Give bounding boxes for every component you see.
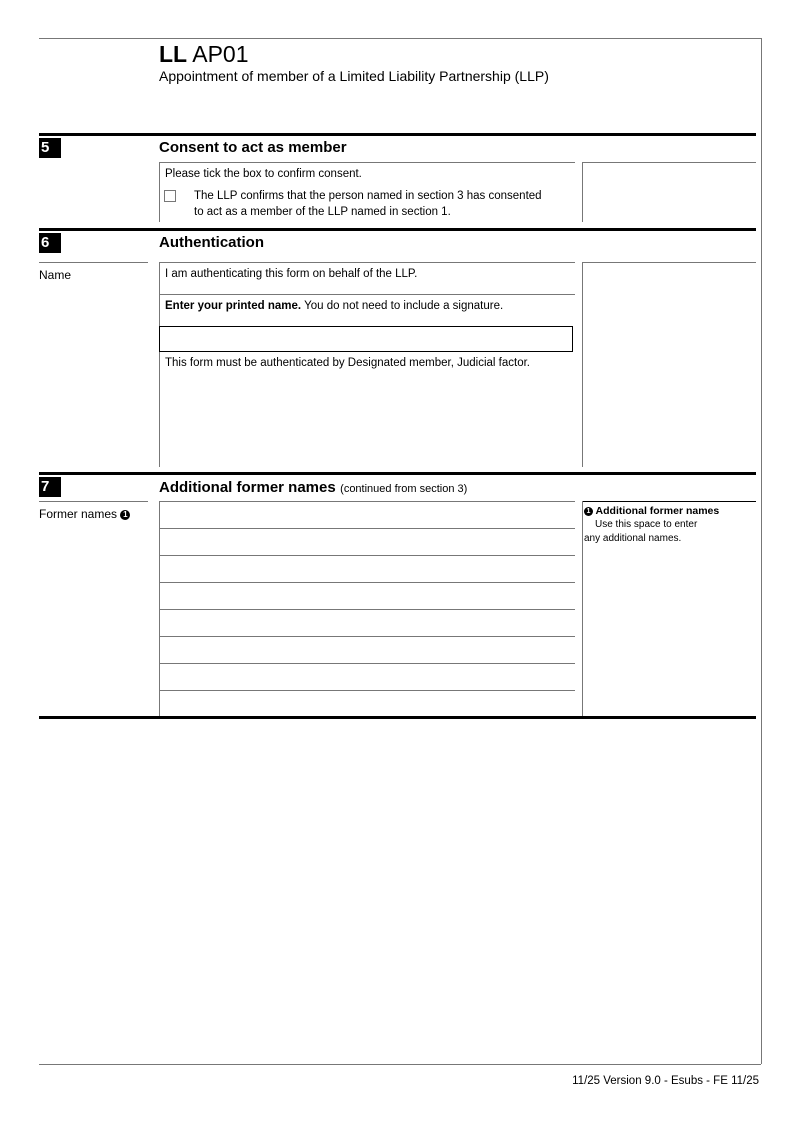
section6-left-rule [39,262,148,263]
section6-divider [159,294,575,295]
top-border [39,38,761,39]
right-border [761,38,762,1064]
former-name-row-5[interactable] [160,610,575,636]
form-code [159,40,249,68]
section5-box-top [159,162,575,163]
guidance-line2: any additional names. [584,533,682,544]
printed-name-input[interactable] [159,326,573,352]
section6-rule [39,228,756,231]
former-name-row-8[interactable] [160,691,575,716]
section7-title-main: Additional former names [159,479,336,496]
form-code-number: AP01 [192,41,249,67]
section7-bottom-rule [39,716,756,719]
section5-title: Consent to act as member [159,139,347,156]
section5-guide-left [582,162,583,222]
former-name-row-4[interactable] [160,583,575,609]
section6-guide-left [582,262,583,467]
section7-number: 7 [39,477,61,497]
enter-name-instruction [165,300,503,312]
authenticating-statement: I am authenticating this form on behalf of the LLP. [165,268,418,280]
consent-statement-line1: The LLP confirms that the person named in section 3 has consented [194,190,542,202]
former-name-row-7[interactable] [160,664,575,690]
section7-title-note: (continued from section 3) [340,483,468,495]
section7-title [159,479,467,497]
section6-number: 6 [39,233,61,253]
consent-statement-line2: to act as a member of the LLP named in section 1. [194,206,451,218]
section5-rule [39,133,756,136]
section6-guide-top [582,262,756,263]
former-names-label [39,507,130,521]
former-name-row-1[interactable] [160,502,575,528]
former-name-row-2[interactable] [160,529,575,555]
section6-title: Authentication [159,234,264,251]
section7-left-rule [39,501,148,502]
guidance-info-icon: 1 [584,507,593,516]
section5-box-left [159,162,160,222]
section7-guide-top [582,501,756,502]
guidance-title: Additional former names [595,505,720,517]
former-name-row-3[interactable] [160,556,575,582]
authentication-requirement: This form must be authenticated by Designated member, Judicial factor. [165,357,530,369]
consent-checkbox[interactable] [164,190,176,202]
enter-name-rest: You do not need to include a signature. [301,300,504,312]
guidance-line1: Use this space to enter [595,519,698,530]
enter-name-bold: Enter your printed name. [165,300,302,312]
section7-rule [39,472,756,475]
section5-guide-top [582,162,756,163]
form-code-prefix: LL [159,41,188,67]
section6-box-left [159,262,160,467]
footer-version: 11/25 Version 9.0 - Esubs - FE 11/25 [572,1075,759,1087]
form-title: Appointment of member of a Limited Liability Partnership (LLP) [159,68,549,84]
bottom-border [39,1064,761,1065]
former-name-row-6[interactable] [160,637,575,663]
section7-guide-left [582,501,583,716]
section5-number: 5 [39,138,61,158]
consent-instruction: Please tick the box to confirm consent. [165,168,362,180]
name-label: Name [39,268,72,282]
guidance-heading [584,505,719,517]
section6-box-top [159,262,575,263]
former-names-text: Former names [39,507,118,521]
info-icon: 1 [120,510,130,520]
